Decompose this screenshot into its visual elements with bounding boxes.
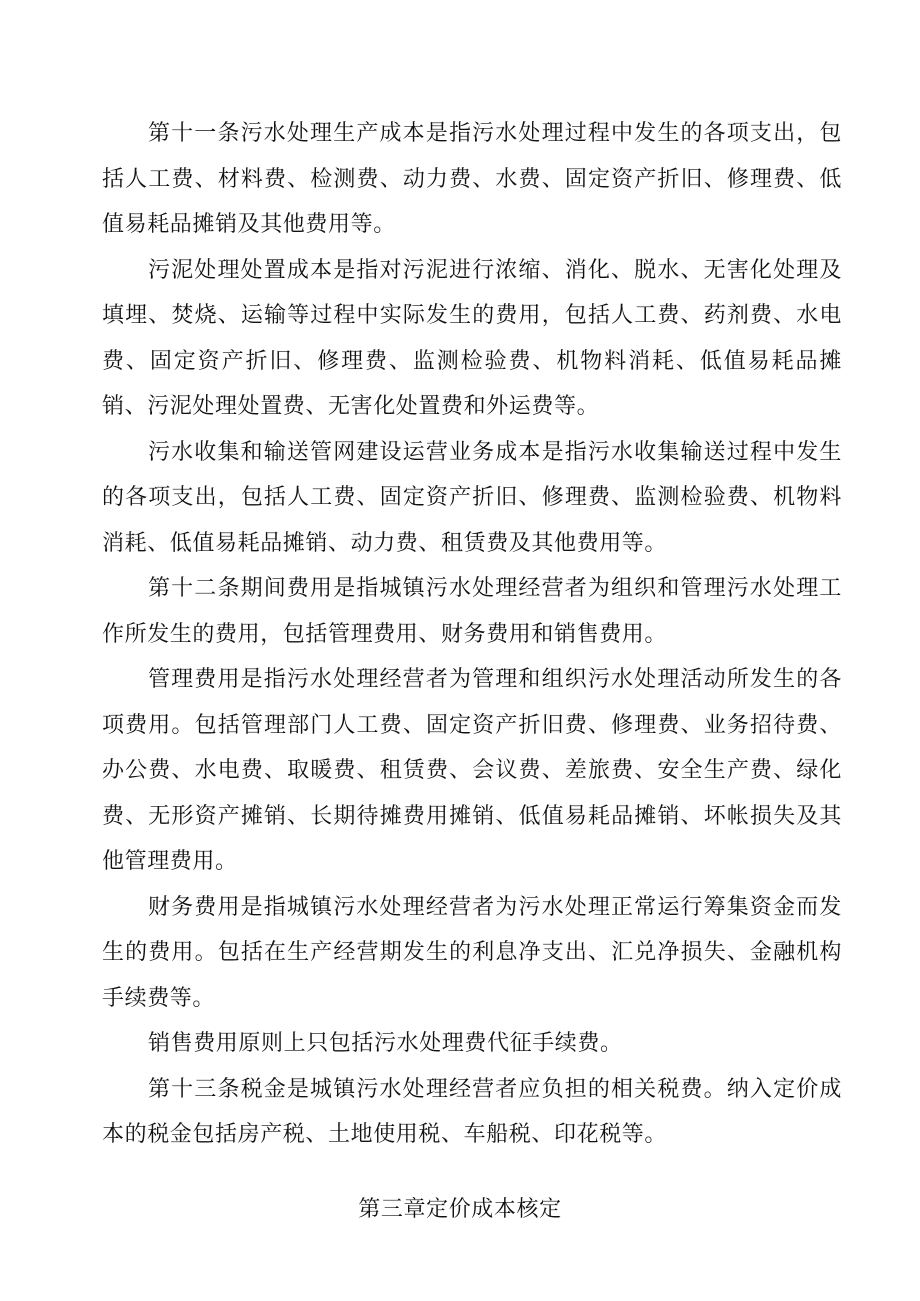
paragraph-article-12: 第十二条期间费用是指城镇污水处理经营者为组织和管理污水处理工作所发生的费用，包括管理费用、财务费用和销售费用。 [102, 576, 842, 647]
paragraph-sales-expenses: 销售费用原则上只包括污水处理费代征手续费。 [148, 1031, 623, 1056]
chapter-heading: 第三章定价成本核定 [358, 1197, 562, 1222]
paragraph-financial-expenses: 财务费用是指城镇污水处理经营者为污水处理正常运行筹集资金而发生的费用。包括在生产经营期发生的利息净支出、汇兑净损失、金融机构手续费等。 [102, 894, 842, 1011]
paragraph-management-expenses: 管理费用是指污水处理经营者为管理和组织污水处理活动所发生的各项费用。包括管理部门人工费、固定资产折旧费、修理费、业务招待费、办公费、水电费、取暖费、租赁费、会议费、差旅费、安全生产费、绿化费、无形资产摊销、长期待摊费用摊销、低值易耗品摊销、坏帐损失及其他管理费用。 [102, 667, 842, 874]
document-body [102, 111, 842, 1158]
paragraph-sludge-cost: 污泥处理处置成本是指对污泥进行浓缩、消化、脱水、无害化处理及填埋、焚烧、运输等过程中实际发生的费用，包括人工费、药剂费、水电费、固定资产折旧、修理费、监测检验费、机物料消耗、低值易耗品摊销、污泥处理处置费、无害化处置费和外运费等。 [102, 257, 842, 419]
paragraph-article-11: 第十一条污水处理生产成本是指污水处理过程中发生的各项支出，包括人工费、材料费、检测费、动力费、水费、固定资产折旧、修理费、低值易耗品摊销及其他费用等。 [102, 121, 842, 237]
paragraph-pipeline-cost: 污水收集和输送管网建设运营业务成本是指污水收集输送过程中发生的各项支出，包括人工费、固定资产折旧、修理费、监测检验费、机物料消耗、低值易耗品摊销、动力费、租赁费及其他费用等。 [102, 439, 842, 556]
paragraph-article-13: 第十三条税金是城镇污水处理经营者应负担的相关税费。纳入定价成本的税金包括房产税、土地使用税、车船税、印花税等。 [102, 1076, 842, 1147]
